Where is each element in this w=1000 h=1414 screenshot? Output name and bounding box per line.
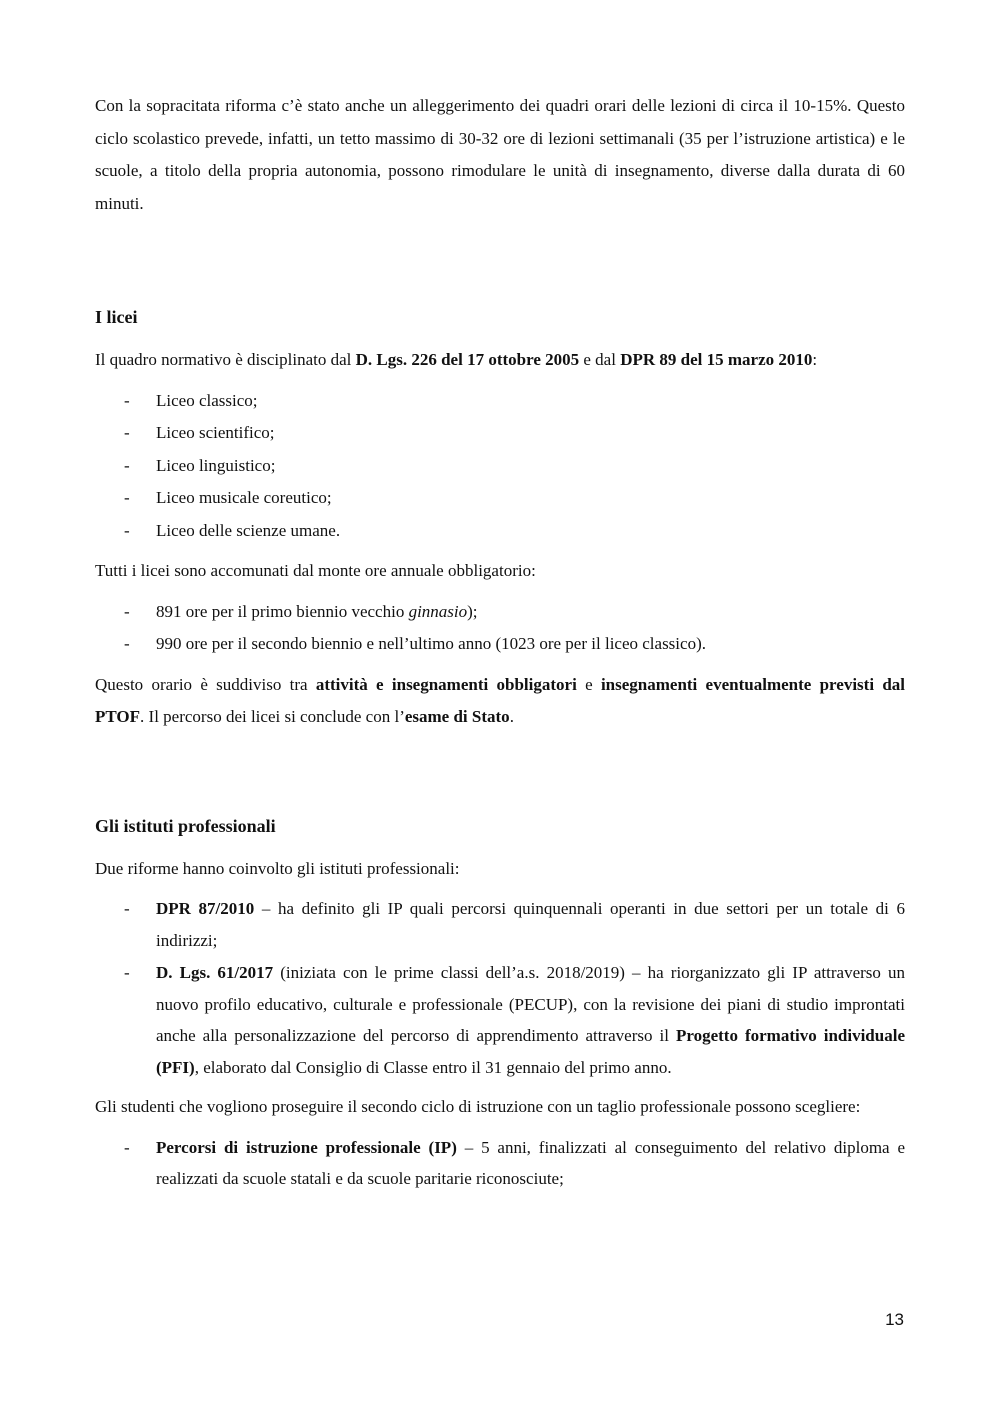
list-item-text: Liceo delle scienze umane. bbox=[156, 520, 341, 540]
section-heading-istituti-professionali: Gli istituti professionali bbox=[95, 815, 276, 836]
bullet-dash: - bbox=[124, 455, 130, 475]
choices-list bbox=[95, 1132, 905, 1195]
list-item bbox=[95, 417, 905, 450]
bullet-dash: - bbox=[124, 390, 130, 410]
choice-intro-paragraph: Gli studenti che vogliono proseguire il secondo ciclo di istruzione con un taglio professionale possono scegliere: bbox=[95, 1097, 861, 1116]
page-number: 13 bbox=[885, 1310, 904, 1329]
bold-term: attività e insegnamenti obbligatori bbox=[315, 674, 577, 694]
bold-term: esame di Stato bbox=[404, 707, 510, 726]
text-run: : bbox=[812, 350, 818, 369]
bullet-dash: - bbox=[124, 1137, 130, 1157]
document-page bbox=[95, 90, 905, 1203]
text-run: ); bbox=[467, 601, 478, 621]
text-run: . bbox=[509, 707, 514, 726]
list-item bbox=[95, 385, 905, 418]
list-item-text: Liceo classico; bbox=[156, 390, 258, 410]
text-run: e bbox=[576, 674, 601, 694]
law-reference-dpr-87: DPR 87/2010 bbox=[156, 899, 255, 918]
law-reference-dlgs-61: D. Lgs. 61/2017 bbox=[156, 963, 274, 982]
text-run: Questo orario è suddiviso tra bbox=[95, 674, 316, 694]
bullet-dash: - bbox=[124, 634, 130, 653]
list-item-text: Liceo linguistico; bbox=[156, 455, 276, 475]
reforms-list bbox=[95, 893, 905, 1083]
list-item bbox=[95, 450, 905, 483]
list-item bbox=[95, 1132, 905, 1195]
intro-paragraph: Con la sopracitata riforma c’è stato anche un alleggerimento dei quadri orari delle lezioni di circa il 10-15%. Questo ciclo scolastico prevede, infatti, un tetto massimo di 30-32 ore di lezioni settimanali (35 per l’istruzione artistica) e le scuole, a titolo della propria autonomia, possono rimodulare le unità di insegnamento, diverse dalla durata di 60 minuti. bbox=[95, 96, 905, 213]
bold-term: Percorsi di istruzione professionale (IP) bbox=[156, 1137, 457, 1157]
licei-norm-paragraph bbox=[95, 344, 905, 377]
text-run: 891 ore per il primo biennio vecchio bbox=[156, 601, 409, 621]
law-reference-dlgs-226: D. Lgs. 226 del 17 ottobre 2005 bbox=[355, 350, 580, 369]
list-item-text: Liceo scientifico; bbox=[156, 423, 275, 442]
section-heading-licei: I licei bbox=[95, 307, 138, 327]
list-item bbox=[95, 596, 905, 629]
list-item bbox=[95, 628, 905, 661]
bullet-dash: - bbox=[124, 488, 130, 507]
bullet-dash: - bbox=[124, 601, 130, 621]
list-item bbox=[95, 515, 905, 548]
text-run: Il quadro normativo è disciplinato dal bbox=[95, 350, 356, 369]
text-run: (iniziata con le prime classi dell’a.s. 2018/2019) – ha riorganizzato gli IP attraverso un nuovo profilo educativo, culturale e professionale (PECUP), con la revisione dei piani di studio improntati anche alla personalizzazione del percorso di apprendimento attraverso il bbox=[156, 963, 905, 1045]
list-item-text: 990 ore per il secondo biennio e nell’ultimo anno (1023 ore per il liceo classico). bbox=[156, 634, 706, 653]
list-item-text: Liceo musicale coreutico; bbox=[156, 488, 332, 507]
bold-term: Progetto formativo individuale (PFI) bbox=[156, 1026, 905, 1077]
list-item bbox=[95, 957, 905, 1083]
bold-term: insegnamenti eventualmente previsti dal PTOF bbox=[95, 674, 906, 726]
law-reference-dpr-89: DPR 89 del 15 marzo 2010 bbox=[620, 350, 813, 369]
list-item bbox=[95, 893, 905, 956]
bullet-dash: - bbox=[124, 520, 130, 540]
text-run: e dal bbox=[579, 350, 621, 369]
text-run: – ha definito gli IP quali percorsi quinquennali operanti in due settori per un totale di 6 indirizzi; bbox=[156, 899, 905, 950]
hours-intro-paragraph: Tutti i licei sono accomunati dal monte ore annuale obbligatorio: bbox=[95, 561, 536, 580]
hours-list bbox=[95, 596, 905, 661]
ip-intro-paragraph: Due riforme hanno coinvolto gli istituti professionali: bbox=[95, 858, 460, 878]
bullet-dash: - bbox=[124, 423, 130, 442]
list-item bbox=[95, 482, 905, 515]
licei-closing-paragraph bbox=[95, 669, 905, 734]
bullet-dash: - bbox=[124, 963, 130, 982]
text-run: , elaborato dal Consiglio di Classe entro il 31 gennaio del primo anno. bbox=[194, 1057, 672, 1077]
text-run: – 5 anni, finalizzati al conseguimento del relativo diploma e realizzati da scuole statali e da scuole paritarie riconosciute; bbox=[156, 1137, 905, 1188]
licei-list bbox=[95, 385, 905, 548]
text-run: . Il percorso dei licei si conclude con l’ bbox=[140, 707, 405, 726]
bullet-dash: - bbox=[124, 899, 130, 918]
italic-term: ginnasio bbox=[408, 601, 468, 621]
